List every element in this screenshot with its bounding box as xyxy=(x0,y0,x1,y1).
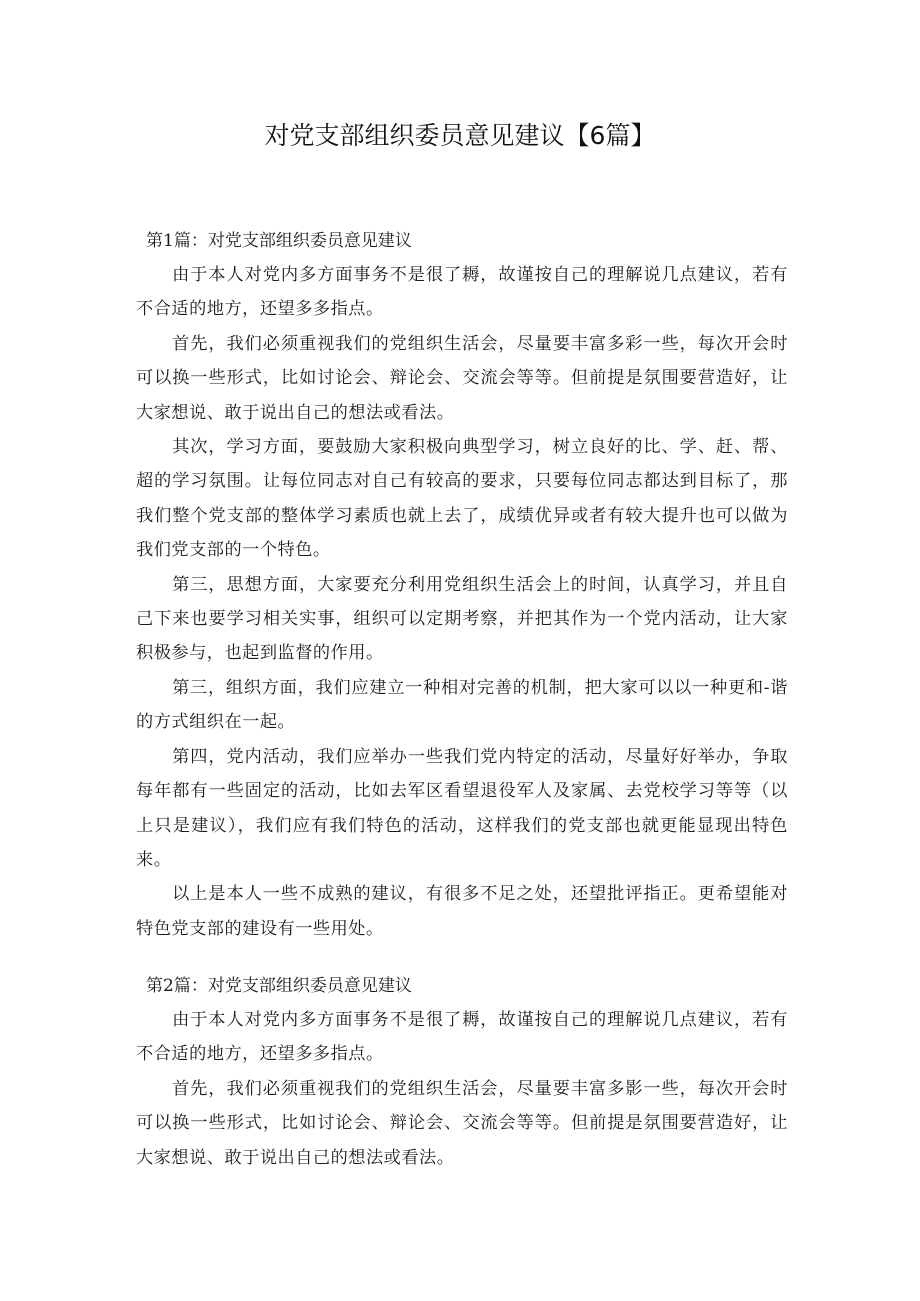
paragraph: 首先，我们必须重视我们的党组织生活会，尽量要丰富多影一些，每次开会时可以换一些形式，比如讨论会、辩论会、交流会等等。但前提是氛围要营造好，让大家想说、敢于说出自己的想法或看法。 xyxy=(136,1078,788,1168)
document-title: 对党支部组织委员意见建议【6篇】 xyxy=(264,121,656,150)
article-2 xyxy=(136,969,788,1175)
paragraph: 以上是本人一些不成熟的建议，有很多不足之处，还望批评指正。更希望能对特色党支部的建设有一些用处。 xyxy=(136,884,788,939)
article-heading: 第1篇：对党支部组织委员意见建议 xyxy=(146,231,412,251)
paragraph: 由于本人对党内多方面事务不是很了耨，故谨按自己的理解说几点建议，若有不合适的地方，还望多多指点。 xyxy=(136,1010,788,1065)
paragraph: 由于本人对党内多方面事务不是很了耨，故谨按自己的理解说几点建议，若有不合适的地方，还望多多指点。 xyxy=(136,265,788,320)
paragraph: 首先，我们必须重视我们的党组织生活会，尽量要丰富多彩一些，每次开会时可以换一些形式，比如讨论会、辩论会、交流会等等。但前提是氛围要营造好，让大家想说、敢于说出自己的想法或看法。 xyxy=(136,333,788,423)
paragraph: 第三，思想方面，大家要充分利用党组织生活会上的时间，认真学习，并且自己下来也要学习相关实事，组织可以定期考察，并把其作为一个党内活动，让大家积极参与，也起到监督的作用。 xyxy=(136,574,788,664)
paragraph: 第三，组织方面，我们应建立一种相对完善的机制，把大家可以以一种更和-谐的方式组织在一起。 xyxy=(136,677,788,733)
article-heading: 第2篇：对党支部组织委员意见建议 xyxy=(146,976,412,996)
article-1 xyxy=(136,224,788,946)
paragraph: 其次，学习方面，要鼓励大家积极向典型学习，树立良好的比、学、赶、帮、超的学习氛围。让每位同志对自己有较高的要求，只要每位同志都达到目标了，那我们整个党支部的整体学习素质也就上去了，成绩优异或者有较大提升也可以做为我们党支部的一个特色。 xyxy=(136,437,788,561)
paragraph: 第四，党内活动，我们应举办一些我们党内特定的活动，尽量好好举办，争取每年都有一些固定的活动，比如去军区看望退役军人及家属、去党校学习等等（以上只是建议），我们应有我们特色的活动，这样我们的党支部也就更能显现出特色来。 xyxy=(136,746,788,870)
